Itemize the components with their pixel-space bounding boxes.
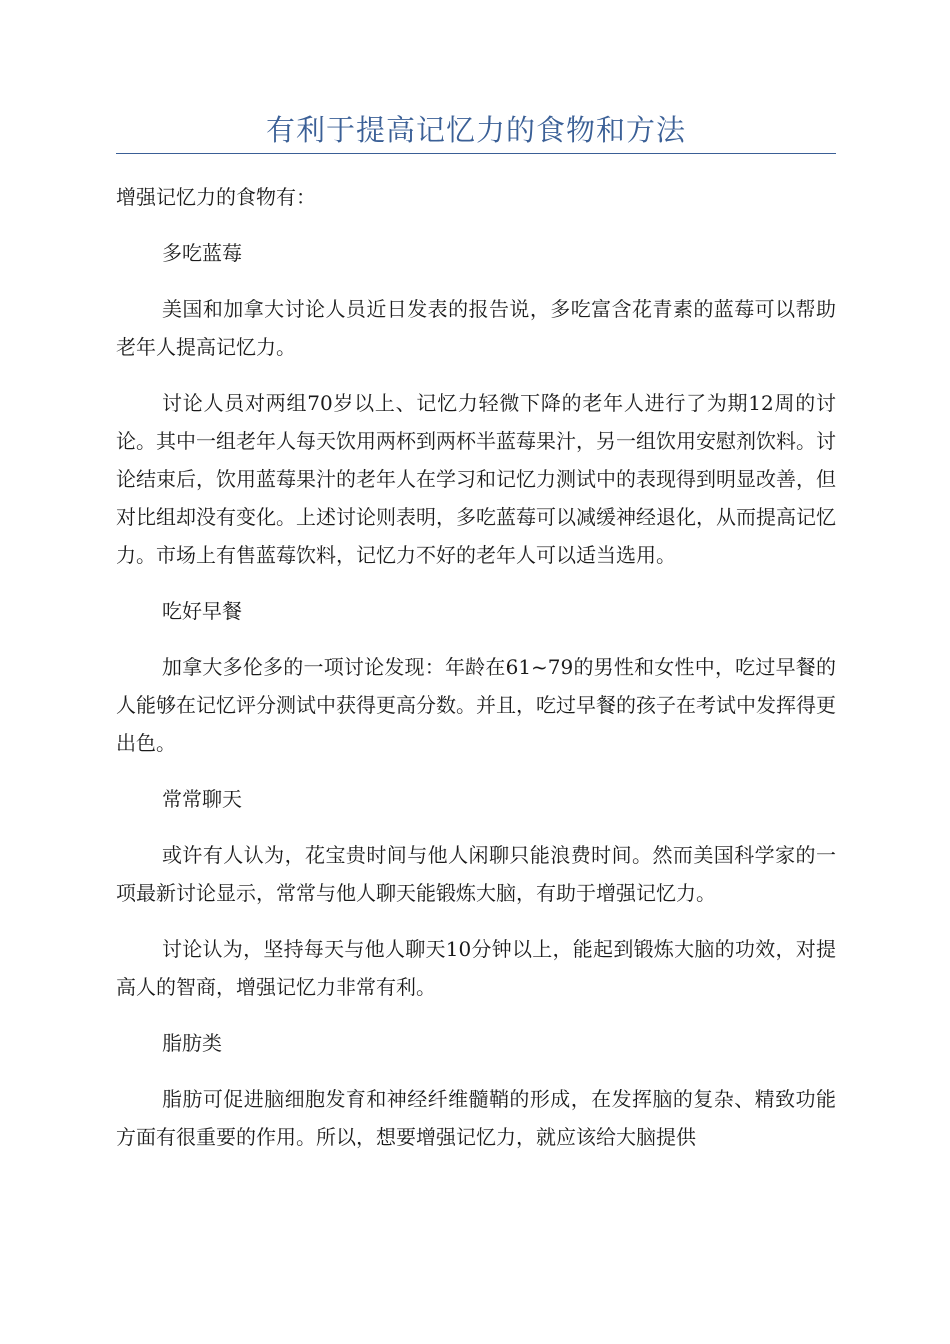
section-heading-blueberry: 多吃蓝莓 — [162, 241, 242, 265]
paragraph: 加拿大多伦多的一项讨论发现：年龄在61~79的男性和女性中，吃过早餐的人能够在记忆评分测试中获得更高分数。并且，吃过早餐的孩子在考试中发挥得更出色。 — [116, 655, 836, 755]
paragraph: 或许有人认为，花宝贵时间与他人闲聊只能浪费时间。然而美国科学家的一项最新讨论显示，常常与他人聊天能锻炼大脑，有助于增强记忆力。 — [116, 843, 836, 905]
paragraph: 脂肪可促进脑细胞发育和神经纤维髓鞘的形成，在发挥脑的复杂、精致功能方面有很重要的作用。所以，想要增强记忆力，就应该给大脑提供 — [116, 1087, 836, 1149]
section-heading-fats: 脂肪类 — [162, 1031, 222, 1055]
paragraph: 美国和加拿大讨论人员近日发表的报告说，多吃富含花青素的蓝莓可以帮助老年人提高记忆力。 — [116, 297, 836, 359]
section-heading-breakfast: 吃好早餐 — [162, 599, 242, 623]
document-title: 有利于提高记忆力的食物和方法 — [116, 110, 836, 154]
paragraph: 讨论人员对两组70岁以上、记忆力轻微下降的老年人进行了为期12周的讨论。其中一组老年人每天饮用两杯到两杯半蓝莓果汁，另一组饮用安慰剂饮料。讨论结束后，饮用蓝莓果汁的老年人在学习和记忆力测试中的表现得到明显改善，但对比组却没有变化。上述讨论则表明，多吃蓝莓可以减缓神经退化，从而提高记忆力。市场上有售蓝莓饮料，记忆力不好的老年人可以适当选用。 — [116, 391, 836, 567]
section-heading-chatting: 常常聊天 — [162, 787, 242, 811]
intro-text: 增强记忆力的食物有： — [116, 185, 316, 209]
document-page — [116, 110, 836, 1156]
paragraph: 讨论认为，坚持每天与他人聊天10分钟以上，能起到锻炼大脑的功效，对提高人的智商，增强记忆力非常有利。 — [116, 937, 836, 999]
